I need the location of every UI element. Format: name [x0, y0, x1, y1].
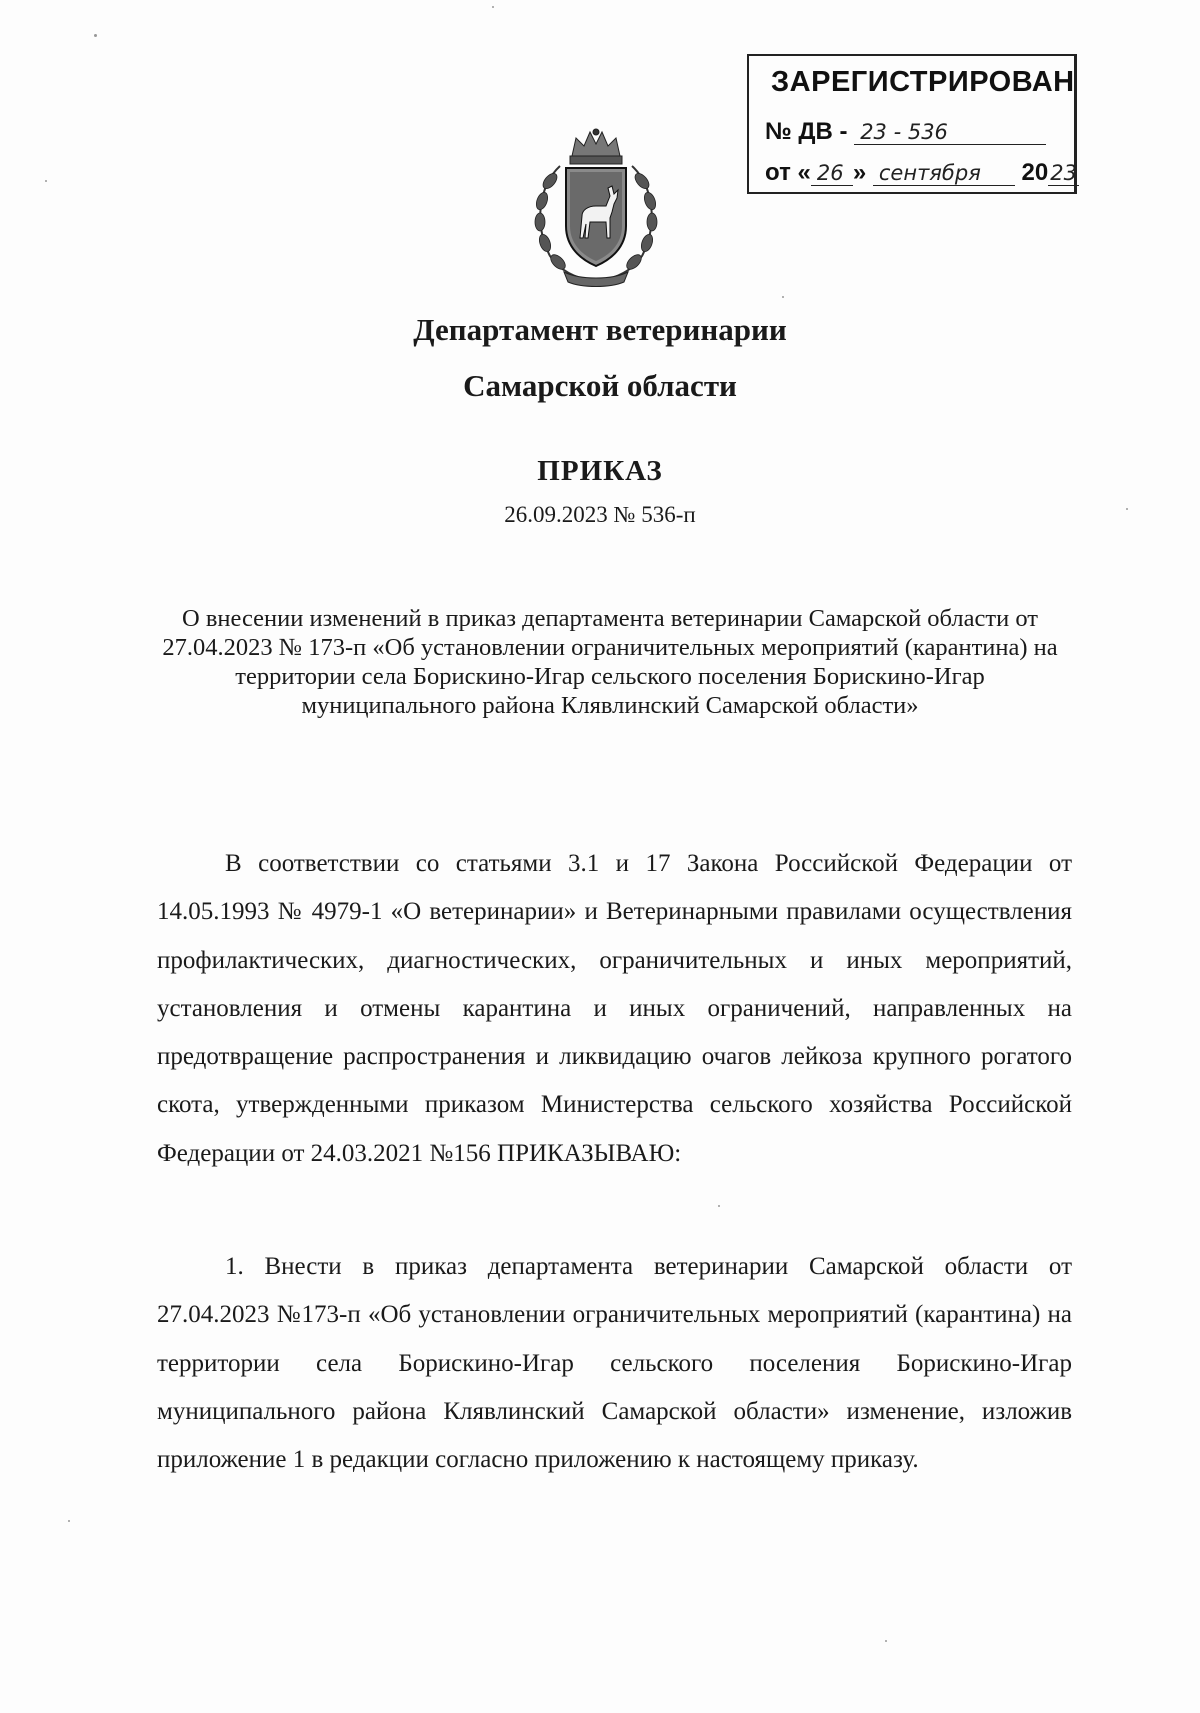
samara-coat-of-arms-icon [520, 126, 672, 288]
stamp-title: ЗАРЕГИСТРИРОВАН [771, 66, 1075, 98]
department-name-line1: Департамент ветеринарии [413, 312, 787, 347]
stamp-number-label: № ДВ - [765, 118, 848, 145]
scan-speck [492, 6, 494, 8]
stamp-date-year-prefix: 20 [1021, 159, 1049, 186]
paragraph-text: 1. Внести в приказ департамента ветеринарии Самарской области от 27.04.2023 №173-п «Об установлении ограничительных мероприятий (карантина) на территории села Борискино-Игар сельского поселения Борискино-Игар муниципального района Клявлинский Самарской области» изменение, изложив приложение 1 в редакции согласно приложению к настоящему приказу. [157, 1253, 1072, 1474]
stamp-number-value: 23 - 536 [854, 120, 1046, 145]
scan-speck [68, 1520, 70, 1522]
stamp-date-day: 26 [811, 161, 853, 186]
scan-speck [94, 34, 97, 37]
department-name-line2: Самарской области [463, 368, 737, 403]
registration-stamp [747, 54, 1077, 194]
stamp-date-prefix: от « [765, 159, 811, 186]
document-type: ПРИКАЗ [537, 455, 663, 487]
scan-speck [45, 180, 47, 182]
body-paragraph-2 [157, 1243, 1072, 1484]
document-date-number: 26.09.2023 № 536-п [504, 502, 696, 527]
document-subject: О внесении изменений в приказ департамента ветеринарии Самарской области от 27.04.2023 № 173-п «Об установлении ограничительных мероприятий (карантина) на территории села Борискино-Игар сельского поселения Борискино-Игар муниципального района Клявлинский Самарской области» [162, 605, 1058, 719]
scan-speck [885, 1640, 887, 1642]
scan-speck [782, 296, 784, 298]
paragraph-text: В соответствии со статьями 3.1 и 17 Закона Российской Федерации от 14.05.1993 № 4979-1 «О ветеринарии» и Ветеринарными правилами осуществления профилактических, диагностических, ограничительных и иных мероприятий, установления и отмены карантина и иных ограничений, направленных на предотвращение распространения и ликвидацию очагов лейкоза крупного рогатого скота, утвержденными приказом Министерства сельского хозяйства Российской Федерации от 24.03.2021 №156 ПРИКАЗЫВАЮ: [157, 850, 1072, 1167]
scan-speck [718, 1205, 720, 1207]
stamp-date-row [765, 159, 1079, 187]
stamp-date-mid: » [852, 159, 867, 186]
stamp-date-month: сентября [873, 161, 1015, 186]
stamp-number-row [765, 118, 1046, 146]
body-paragraph-1 [157, 840, 1072, 1178]
stamp-date-year-suffix: 23 [1050, 161, 1077, 185]
